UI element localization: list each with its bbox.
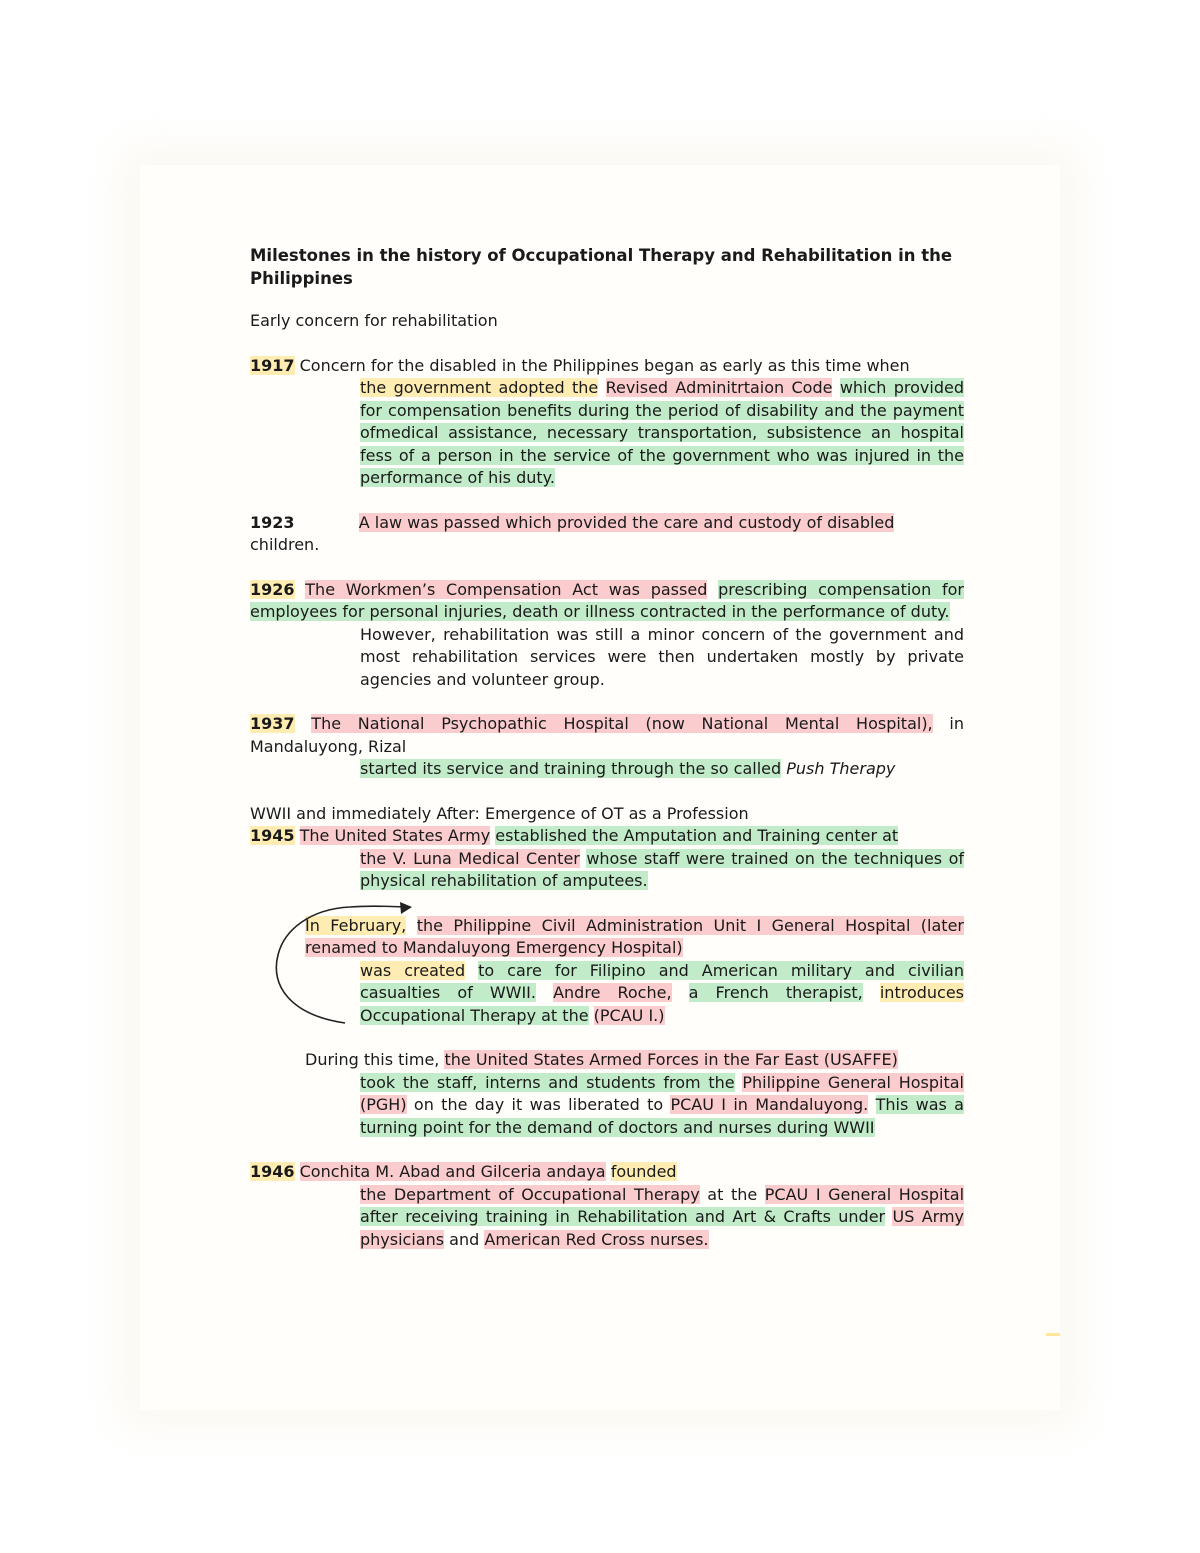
year-1946: 1946 [250, 1162, 295, 1181]
entry-1917-text-4: which provided for compensation benefits during the period of disability and the payment ofmedical assistance, necessary transportation, subsistence an hospital fess of a person in the service of the government who was injured in the performance of his duty. [360, 378, 964, 487]
entry-1946-text-6: after receiving training in Rehabilitation and Art & Crafts under [360, 1207, 886, 1226]
entry-1946-text-4: at the [707, 1184, 758, 1204]
year-1923: 1923 [250, 512, 295, 532]
entry-1946-text-8: and [449, 1229, 480, 1249]
entry-1946-text-7: US Army physicians [360, 1207, 965, 1249]
year-1937: 1937 [250, 714, 295, 733]
feb-text-7: introduces [879, 983, 965, 1002]
entry-1926-text-1: The Workmen’s Compensation Act was passed [305, 579, 708, 599]
entry-during [250, 1049, 964, 1139]
during-text-7: This was a turning point for the demand of doctors and nurses during WWII [360, 1095, 964, 1137]
during-text-2: the United States Armed Forces in the Far East (USAFFE) [444, 1050, 898, 1069]
during-text-1: During this time, [305, 1050, 440, 1069]
entry-1926-text-3: However, rehabilitation was still a minor concern of the government and most rehabilitation services were then undertaken mostly by private agencies and volunteer group. [360, 624, 964, 689]
during-text-4: Philippine General Hospital (PGH) [360, 1072, 964, 1114]
highlight-mark [1046, 1333, 1060, 1336]
entry-1937-text-2: in Mandaluyong, Rizal [250, 714, 965, 756]
during-text-5: on the day it was liberated to [413, 1095, 664, 1114]
document-body [250, 244, 964, 1273]
entry-1946-text-5: PCAU I General Hospital [764, 1184, 965, 1204]
handdrawn-arrow-icon [270, 895, 420, 1035]
feb-text-3: was created [360, 960, 466, 980]
entry-1937-text-1: The National Psychopathic Hospital (now National Mental Hospital), [311, 714, 933, 733]
entry-1946-text-1: Conchita M. Abad and Gilceria andaya [299, 1162, 606, 1181]
during-text-6: PCAU I in Mandaluyong. [670, 1095, 869, 1114]
section-heading-early: Early concern for rehabilitation [250, 311, 498, 330]
entry-1946-text-2: founded [610, 1162, 677, 1181]
entry-1945-text-1: The United States Army [299, 826, 491, 845]
entry-1945-text-3: the V. Luna Medical Center [360, 848, 580, 868]
feb-text-6: a French therapist, [688, 983, 863, 1002]
during-text-3: took the staff, interns and students from the [360, 1072, 735, 1092]
feb-text-8: Occupational Therapy at the [360, 1005, 589, 1025]
year-1917: 1917 [250, 355, 295, 375]
entry-1946-text-3: the Department of Occupational Therapy [360, 1184, 700, 1204]
entry-1923-text-1: A law was passed which provided the care and custody of disabled [358, 512, 895, 532]
document-title: Milestones in the history of Occupational Therapy and Rehabilitation in the Philippines [250, 246, 953, 288]
section-heading-wwii: WWII and immediately After: Emergence of OT as a Profession [250, 803, 749, 823]
feb-text-9: (PCAU I.) [593, 1005, 665, 1025]
entry-1917-text-3: Revised Adminitrtaion Code [605, 378, 833, 397]
entry-1945-text-2: established the Amputation and Training center at [495, 826, 899, 845]
entry-1945 [250, 825, 964, 893]
entry-1946 [250, 1161, 964, 1251]
entry-1917-text-1: Concern for the disabled in the Philippines began as early as this time when [299, 355, 910, 375]
entry-1926 [250, 579, 964, 692]
feb-text-1: In February, [305, 915, 407, 935]
entry-1917-text-2: the government adopted the [360, 378, 599, 397]
entry-1917 [250, 355, 964, 490]
entry-1937 [250, 713, 964, 781]
entry-1926-text-2: prescribing compensation for employees for personal injuries, death or illness contracted in the performance of duty. [250, 579, 964, 621]
entry-1923-text-2: children. [250, 535, 320, 554]
feb-text-4: to care for Filipino and American military and civilian casualties of WWII. [360, 960, 964, 1002]
entry-1946-text-9: American Red Cross nurses. [484, 1229, 709, 1249]
year-1926: 1926 [250, 579, 295, 599]
entry-1945-text-4: whose staff were trained on the techniques of physical rehabilitation of amputees. [360, 848, 965, 890]
feb-text-5: Andre Roche, [553, 983, 672, 1002]
entry-1937-text-4: Push Therapy [786, 759, 896, 778]
entry-1937-text-3: started its service and training through the so called [360, 759, 782, 778]
entry-1923 [250, 512, 964, 557]
year-1945: 1945 [250, 826, 295, 845]
feb-text-2: the Philippine Civil Administration Unit I General Hospital (later renamed to Mandaluyong Emergency Hospital) [305, 915, 964, 957]
